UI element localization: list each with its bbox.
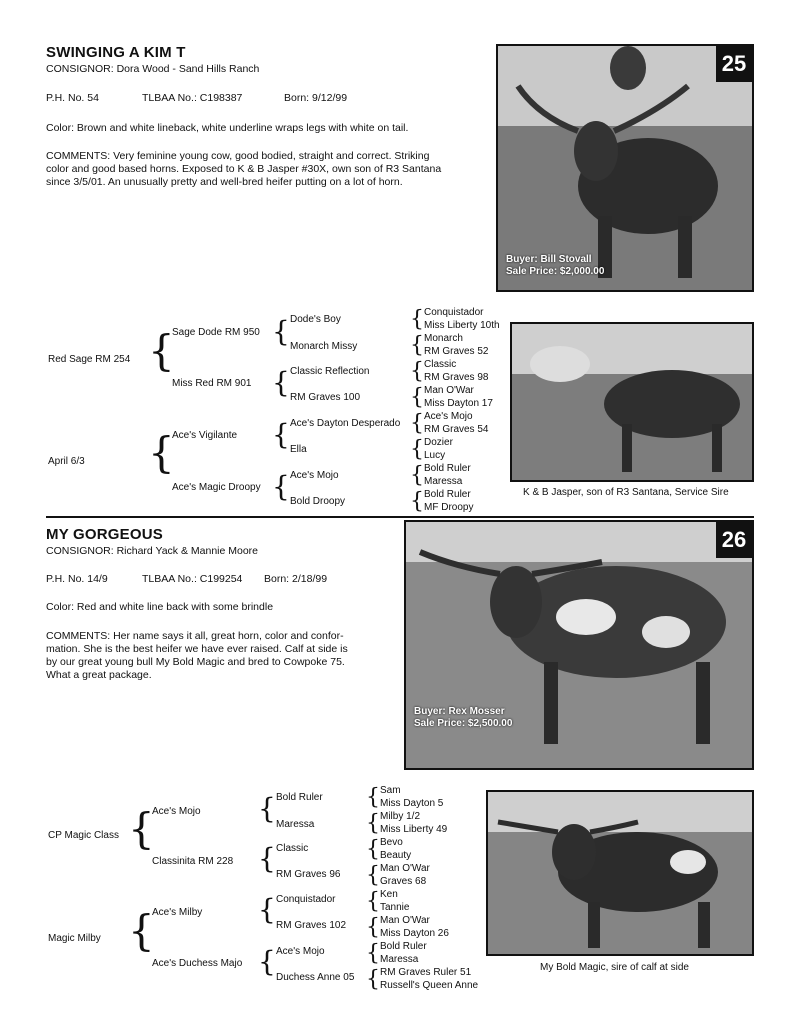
pedigree-g3: Bold Ruler — [276, 792, 323, 803]
pedigree-g3: Ace's Mojo — [276, 946, 325, 957]
pedigree-brace: { — [272, 366, 290, 399]
pedigree-g3: RM Graves 100 — [290, 392, 361, 403]
comments-line: color and good based horns. Exposed to K & B Jasper #30X, own son of R3 Santana — [46, 163, 442, 175]
pedigree-brace: { — [410, 359, 424, 384]
born-date: Born: 9/12/99 — [284, 92, 348, 104]
pedigree-g4: MF Droopy — [424, 502, 474, 513]
tlbaa-number: TLBAA No.: C199254 — [142, 573, 243, 585]
pedigree-brace: { — [366, 967, 380, 992]
pedigree-g4: Maressa — [424, 476, 463, 487]
pedigree-brace: { — [128, 804, 155, 853]
pedigree-g4: Ace's Mojo — [424, 411, 473, 422]
pedigree-brace: { — [258, 893, 276, 926]
pedigree-g3: Maressa — [276, 819, 315, 830]
lot-number-badge: 26 — [716, 522, 752, 558]
pedigree-g4: Russell's Queen Anne — [380, 980, 479, 991]
pedigree-sire: CP Magic Class — [48, 830, 119, 841]
pedigree-brace: { — [148, 326, 175, 375]
pedigree-brace: { — [366, 889, 380, 914]
lot-title: MY GORGEOUS — [46, 526, 163, 543]
pedigree-brace: { — [410, 385, 424, 410]
ph-number: P.H. No. 14/9 — [46, 573, 108, 585]
pedigree-brace: { — [258, 792, 276, 825]
pedigree-g4: Bevo — [380, 837, 403, 848]
pedigree-g2: Classinita RM 228 — [152, 856, 234, 867]
comments-line: by our great young bull My Bold Magic and bred to Cowpoke 75. — [46, 656, 345, 668]
pedigree-dam: Magic Milby — [48, 933, 101, 944]
pedigree-g3: Ella — [290, 444, 307, 455]
pedigree-brace: { — [272, 470, 290, 503]
pedigree-g2: Ace's Milby — [152, 907, 203, 918]
consignor: CONSIGNOR: Richard Yack & Mannie Moore — [46, 545, 259, 557]
pedigree-g4: Miss Liberty 10th — [424, 320, 500, 331]
pedigree-g4: RM Graves 54 — [424, 424, 489, 435]
pedigree-g3: Monarch Missy — [290, 341, 358, 352]
pedigree-g4: Dozier — [424, 437, 453, 448]
sire-photo — [510, 322, 754, 482]
comments-line: mation. She is the best heifer we have ever raised. Calf at side is — [46, 643, 348, 655]
pedigree-g4: RM Graves 98 — [424, 372, 489, 383]
pedigree-g4: RM Graves 52 — [424, 346, 489, 357]
pedigree-g2: Ace's Mojo — [152, 806, 201, 817]
pedigree-brace: { — [366, 915, 380, 940]
pedigree-g4: Lucy — [424, 450, 446, 461]
cow-photo — [404, 520, 754, 770]
pedigree-dam: April 6/3 — [48, 456, 85, 467]
pedigree-brace: { — [410, 463, 424, 488]
pedigree-g2: Ace's Vigilante — [172, 430, 238, 441]
lot-title: SWINGING A KIM T — [46, 44, 186, 61]
pedigree-brace: { — [410, 437, 424, 462]
tlbaa-number: TLBAA No.: C198387 — [142, 92, 243, 104]
pedigree-g3: Classic Reflection — [290, 366, 370, 377]
pedigree-brace: { — [258, 945, 276, 978]
buyer-name: Buyer: Bill Stovall — [506, 254, 592, 265]
pedigree-g2: Sage Dode RM 950 — [172, 327, 260, 338]
cow-photo — [496, 44, 754, 292]
pedigree-g4: Milby 1/2 — [380, 811, 421, 822]
color-description: Color: Brown and white lineback, white underline wraps legs with white on tail. — [46, 122, 409, 134]
sire-photo — [486, 790, 754, 956]
sire-caption: My Bold Magic, sire of calf at side — [540, 962, 689, 973]
pedigree-g4: Conquistador — [424, 307, 484, 318]
pedigree-g4: Bold Ruler — [424, 489, 471, 500]
sire-caption: K & B Jasper, son of R3 Santana, Service Sire — [523, 487, 729, 498]
color-description: Color: Red and white line back with some brindle — [46, 601, 274, 613]
pedigree-brace: { — [366, 837, 380, 862]
pedigree-brace: { — [258, 842, 276, 875]
buyer-name: Buyer: Rex Mosser — [414, 706, 505, 717]
pedigree-g4: Man O'War — [380, 863, 430, 874]
pedigree-g4: Man O'War — [380, 915, 430, 926]
pedigree-g4: Man O'War — [424, 385, 474, 396]
pedigree-brace: { — [148, 428, 175, 477]
pedigree-g2: Ace's Magic Droopy — [172, 482, 261, 493]
pedigree-brace: { — [272, 418, 290, 451]
pedigree-brace: { — [410, 411, 424, 436]
pedigree-g4: Bold Ruler — [380, 941, 427, 952]
pedigree-g3: Bold Droopy — [290, 496, 346, 507]
pedigree-brace: { — [366, 863, 380, 888]
pedigree-g3: Ace's Dayton Desperado — [290, 418, 401, 429]
pedigree-g3: RM Graves 102 — [276, 920, 347, 931]
pedigree-brace: { — [366, 785, 380, 810]
born-date: Born: 2/18/99 — [264, 573, 328, 585]
consignor: CONSIGNOR: Dora Wood - Sand Hills Ranch — [46, 63, 260, 75]
pedigree-g3: Classic — [276, 843, 309, 854]
pedigree-g4: Miss Dayton 26 — [380, 928, 449, 939]
pedigree-g4: Maressa — [380, 954, 419, 965]
pedigree-brace: { — [366, 941, 380, 966]
comments-line: since 3/5/01. An unusually pretty and well-bred heifer putting on a lot of horn. — [46, 176, 403, 188]
pedigree-g4: Monarch — [424, 333, 463, 344]
ph-number: P.H. No. 54 — [46, 92, 99, 104]
pedigree-brace: { — [128, 906, 155, 955]
pedigree-brace: { — [410, 307, 424, 332]
pedigree-g4: RM Graves Ruler 51 — [380, 967, 472, 978]
pedigree-brace: { — [410, 489, 424, 514]
pedigree-g4: Bold Ruler — [424, 463, 471, 474]
section-divider — [46, 516, 754, 518]
pedigree-g3: Duchess Anne 05 — [276, 972, 355, 983]
pedigree-g4: Miss Dayton 5 — [380, 798, 444, 809]
pedigree-g3: Ace's Mojo — [290, 470, 339, 481]
pedigree-g4: Graves 68 — [380, 876, 427, 887]
pedigree-g4: Classic — [424, 359, 457, 370]
pedigree-g3: RM Graves 96 — [276, 869, 341, 880]
lot-number-badge: 25 — [716, 46, 752, 82]
sale-price: Sale Price: $2,500.00 — [414, 718, 513, 729]
comments-line: COMMENTS: Her name says it all, great horn, color and confor- — [46, 630, 344, 642]
pedigree-sire: Red Sage RM 254 — [48, 354, 131, 365]
comments-line: What a great package. — [46, 669, 152, 681]
pedigree-g3: Dode's Boy — [290, 314, 341, 325]
sire-photo-illustration — [512, 324, 752, 480]
pedigree-brace: { — [410, 333, 424, 358]
cow-photo-illustration — [406, 522, 752, 768]
pedigree-brace: { — [272, 315, 290, 348]
pedigree-g4: Beauty — [380, 850, 412, 861]
pedigree-g4: Tannie — [380, 902, 410, 913]
pedigree-g3: Conquistador — [276, 894, 336, 905]
pedigree-brace: { — [366, 811, 380, 836]
comments-line: COMMENTS: Very feminine young cow, good bodied, straight and correct. Striking — [46, 150, 430, 162]
sale-price: Sale Price: $2,000.00 — [506, 266, 605, 277]
pedigree-g4: Miss Dayton 17 — [424, 398, 493, 409]
pedigree-g4: Miss Liberty 49 — [380, 824, 448, 835]
pedigree-g2: Miss Red RM 901 — [172, 378, 252, 389]
pedigree-g4: Ken — [380, 889, 398, 900]
sire-photo-illustration — [488, 792, 752, 954]
pedigree-g4: Sam — [380, 785, 401, 796]
pedigree-g2: Ace's Duchess Majo — [152, 958, 243, 969]
